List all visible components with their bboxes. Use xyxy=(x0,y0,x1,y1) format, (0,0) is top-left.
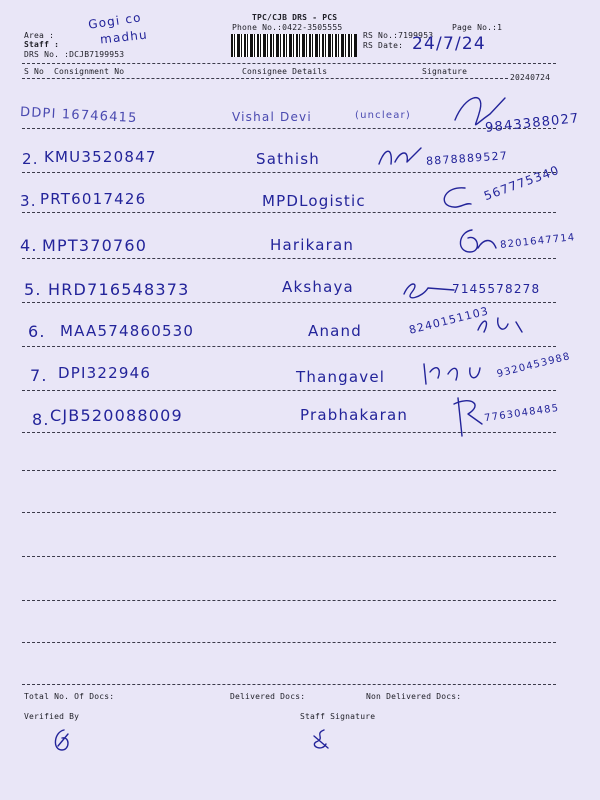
row-consignee: Prabhakaran xyxy=(300,406,409,424)
column-signature: Signature xyxy=(422,67,468,76)
row-phone: 9843388027 xyxy=(484,111,581,136)
phone-number: Phone No.:0422-3505555 xyxy=(232,23,343,32)
document-title: TPC/CJB DRS - PCS xyxy=(252,13,338,22)
area-label: Area : xyxy=(24,31,55,40)
row-phone: 9320453988 xyxy=(495,351,572,380)
row-line xyxy=(22,172,556,173)
row-consignee: MPDLogistic xyxy=(262,192,366,210)
total-docs-label: Total No. Of Docs: xyxy=(24,692,115,701)
handwritten-area: Gogi co xyxy=(87,10,143,32)
row-line xyxy=(22,258,556,259)
row-consignment: DDPI 16746415 xyxy=(19,104,138,127)
row-consignee: Thangavel xyxy=(296,368,386,386)
page-number: Page No.:1 xyxy=(452,23,503,32)
row-line xyxy=(22,642,556,643)
column-consignment: Consignment No xyxy=(54,67,125,76)
row-note: (unclear) xyxy=(355,110,411,121)
row-line xyxy=(22,212,556,213)
signature-4 xyxy=(452,224,500,258)
signature-6 xyxy=(470,310,530,340)
row-consignee: Vishal Devi xyxy=(232,110,312,124)
row-consignment: CJB520088009 xyxy=(50,406,183,425)
staff-signature xyxy=(308,726,332,754)
row-sno: 2. xyxy=(22,150,39,168)
row-consignment: PRT6017426 xyxy=(40,190,147,208)
column-sno: S No xyxy=(24,67,45,76)
rs-number: RS No.:7199953 xyxy=(363,31,434,40)
barcode-image xyxy=(231,34,357,57)
row-consignment: HRD716548373 xyxy=(48,280,190,299)
row-line xyxy=(22,346,556,347)
column-divider xyxy=(22,78,508,79)
row-phone: 8878889527 xyxy=(425,149,509,168)
column-consignee: Consignee Details xyxy=(242,67,328,76)
verified-signature xyxy=(50,726,74,754)
signature-7 xyxy=(420,354,500,390)
handwritten-staff: madhu xyxy=(99,27,149,47)
row-sno: 7. xyxy=(30,366,48,385)
row-consignment: MAA574860530 xyxy=(60,322,195,340)
staff-signature-label: Staff Signature xyxy=(300,712,376,721)
row-sno: 4. xyxy=(20,236,38,255)
signature-2 xyxy=(375,142,425,172)
row-sno: 3. xyxy=(20,192,37,210)
staff-label: Staff : xyxy=(24,40,60,49)
row-consignee: Harikaran xyxy=(270,236,355,254)
row-sno: 5. xyxy=(24,280,42,299)
verified-by-label: Verified By xyxy=(24,712,80,721)
row-consignment: DPI322946 xyxy=(58,364,152,382)
footer-divider xyxy=(22,684,556,685)
row-line xyxy=(22,470,556,471)
header-divider xyxy=(22,63,556,64)
row-phone: 567775340 xyxy=(482,162,562,204)
signature-8 xyxy=(448,394,488,440)
row-consignee: Anand xyxy=(308,322,362,340)
row-consignment: MPT370760 xyxy=(42,236,148,255)
row-phone: 8201647714 xyxy=(499,232,576,251)
row-phone: 8240151103 xyxy=(407,304,491,337)
row-line xyxy=(22,556,556,557)
row-line xyxy=(22,512,556,513)
row-sno: 6. xyxy=(28,322,46,341)
handwritten-rs-date: 24/7/24 xyxy=(412,34,486,54)
row-line xyxy=(22,390,556,391)
delivered-docs-label: Delivered Docs: xyxy=(230,692,306,701)
row-consignment: KMU3520847 xyxy=(44,148,157,166)
row-consignee: Sathish xyxy=(256,150,320,168)
row-line xyxy=(22,302,556,303)
row-phone: 7145578278 xyxy=(452,282,541,296)
date-code: 20240724 xyxy=(510,73,551,82)
row-line xyxy=(22,600,556,601)
row-phone: 7763048485 xyxy=(483,402,561,425)
non-delivered-docs-label: Non Delivered Docs: xyxy=(366,692,462,701)
signature-3 xyxy=(435,182,475,212)
row-sno: 8. xyxy=(32,410,50,429)
signature-5 xyxy=(398,276,458,302)
row-consignee: Akshaya xyxy=(282,278,354,296)
drs-number: DRS No. :DCJB7199953 xyxy=(24,50,125,59)
rs-date-label: RS Date: xyxy=(363,41,404,50)
